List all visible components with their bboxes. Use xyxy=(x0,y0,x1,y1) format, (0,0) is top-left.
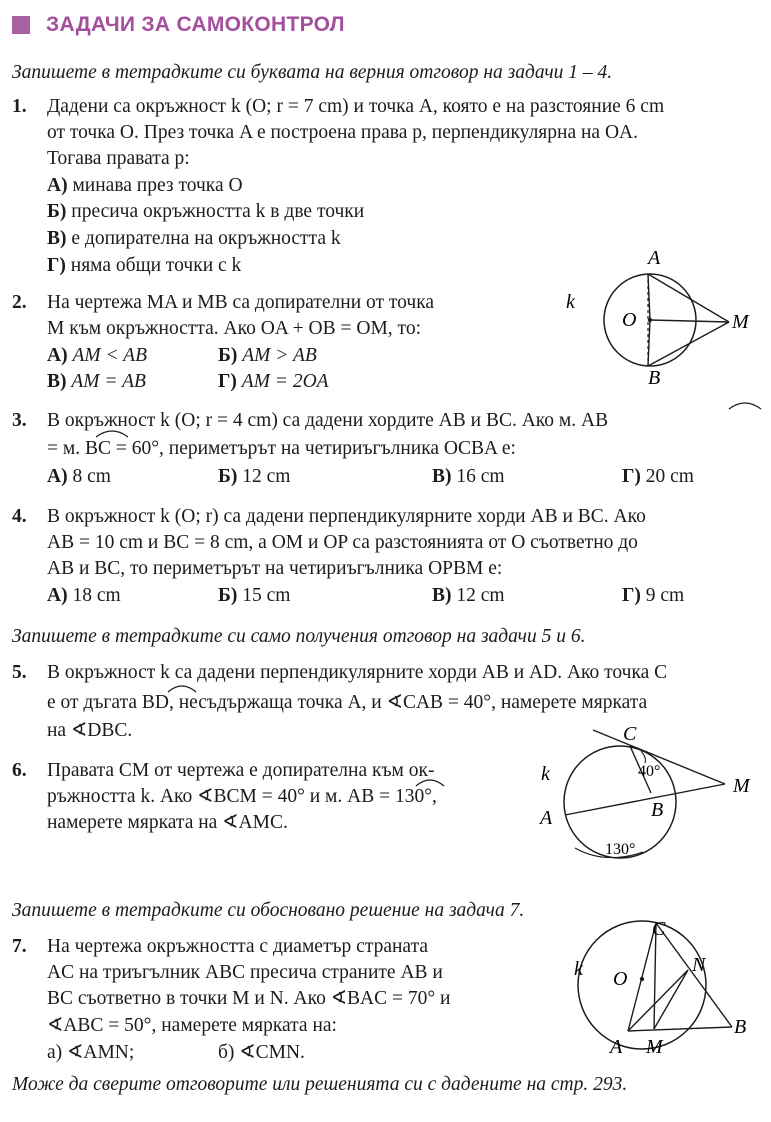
problem-2-option-d: Г) AM = 2OA xyxy=(218,371,329,392)
fig6-label-arc: 130° xyxy=(605,841,636,858)
instruction-2: Запишете в тетрадките си само получения отговор на задачи 5 и 6. xyxy=(12,626,586,647)
problem-3-option-c: В) 16 cm xyxy=(432,466,505,487)
fig2-label-o: O xyxy=(622,309,637,331)
arc-mark-bd-icon xyxy=(166,682,198,694)
fig7-label-k: k xyxy=(574,958,583,980)
fig6-label-angle: 40° xyxy=(638,763,661,780)
problem-3-option-b: Б) 12 cm xyxy=(218,466,291,487)
problem-3-option-a: А) 8 cm xyxy=(47,466,111,487)
problem-1-option-c: В) е допирателна на окръжността k xyxy=(47,228,341,249)
problem-1-line-2: от точка O. През точка A е построена права p, перпендикулярна на OA. xyxy=(47,122,638,143)
fig6-label-m: M xyxy=(733,775,750,797)
problem-1-option-a: А) минава през точка O xyxy=(47,175,243,196)
problem-5-line-3: на ∢DBC. xyxy=(47,720,133,741)
problem-7-part-a: а) ∢AMN; xyxy=(47,1042,135,1063)
arc-mark-ab-6-icon xyxy=(414,776,446,788)
fig2-label-k: k xyxy=(566,291,575,313)
fig2-label-m: M xyxy=(732,311,749,333)
footer-note: Може да сверите отговорите или решенията си с дадените на стр. 293. xyxy=(12,1074,628,1095)
instruction-3: Запишете в тетрадките си обосновано решение на задача 7. xyxy=(12,900,525,921)
figure-problem-7 xyxy=(568,915,768,1065)
problem-4-line-2: AB = 10 cm и BC = 8 cm, а OM и OP са разстоянията от O съответно до xyxy=(47,532,638,553)
fig7-label-c: C xyxy=(652,918,666,940)
instruction-1: Запишете в тетрадките си буквата на верния отговор на задачи 1 – 4. xyxy=(12,62,613,83)
problem-4-line-1: В окръжност k (O; r) са дадени перпендикулярните хорди AB и BC. Ако xyxy=(47,506,646,527)
fig6-label-c: C xyxy=(623,723,637,745)
fig7-label-n: N xyxy=(692,954,706,976)
problem-1-line-3: Тогава правата p: xyxy=(47,148,190,169)
header-square-icon xyxy=(12,16,30,34)
problem-6-line-3: намерете мярката на ∢AMC. xyxy=(47,812,288,833)
problem-2-option-c: В) AM = AB xyxy=(47,371,146,392)
problem-6-number: 6. xyxy=(12,760,27,781)
arc-mark-ab-icon xyxy=(727,399,763,411)
problem-1-option-b: Б) пресича окръжността k в две точки xyxy=(47,201,365,222)
problem-4-number: 4. xyxy=(12,506,27,527)
problem-6-line-2: ръжността k. Ако ∢BCM = 40° и м. AB = 130°, xyxy=(47,786,437,807)
problem-2-line-1: На чертежа MA и MB са допирателни от точка xyxy=(47,292,435,313)
figure-problem-2 xyxy=(560,242,770,392)
fig6-label-b: B xyxy=(651,799,664,821)
page-title: ЗАДАЧИ ЗА САМОКОНТРОЛ xyxy=(46,13,345,36)
problem-1-number: 1. xyxy=(12,96,27,117)
problem-2-line-2: M към окръжността. Ако OA + OB = OM, то: xyxy=(47,318,421,339)
arc-mark-bc-icon xyxy=(94,427,130,439)
problem-1-option-d: Г) няма общи точки с k xyxy=(47,255,242,276)
problem-7-line-1: На чертежа окръжността с диаметър страната xyxy=(47,936,429,957)
problem-4-option-a: А) 18 cm xyxy=(47,585,121,606)
problem-6-line-1: Правата CM от чертежа е допирателна към ок- xyxy=(47,760,435,781)
problem-4-option-d: Г) 9 cm xyxy=(622,585,685,606)
problem-2-option-b: Б) AM > AB xyxy=(218,345,317,366)
problem-7-line-2: AC на триъгълник ABC пресича страните AB и xyxy=(47,962,443,983)
problem-5-line-1: В окръжност k са дадени перпендикулярните хорди AB и AD. Ако точка C xyxy=(47,662,668,683)
fig6-label-k: k xyxy=(541,763,550,785)
fig2-label-b: B xyxy=(648,367,661,389)
fig7-label-m: M xyxy=(646,1036,663,1058)
problem-7-part-b: б) ∢CMN. xyxy=(218,1042,305,1063)
problem-7-line-4: ∢ABC = 50°, намерете мярката на: xyxy=(47,1015,337,1036)
problem-3-line-1: В окръжност k (O; r = 4 cm) са дадени хордите AB и BC. Ако м. AB xyxy=(47,410,609,431)
figure-problem-6 xyxy=(535,720,767,870)
problem-2-number: 2. xyxy=(12,292,27,313)
problem-4-line-3: AB и BC, то периметърът на четириъгълника OPBM е: xyxy=(47,558,503,579)
fig7-label-b: B xyxy=(734,1016,747,1038)
fig6-label-a: A xyxy=(540,807,553,829)
problem-3-number: 3. xyxy=(12,410,27,431)
fig7-label-o: O xyxy=(613,968,628,990)
problem-4-option-b: Б) 15 cm xyxy=(218,585,291,606)
problem-2-option-a: А) AM < AB xyxy=(47,345,147,366)
problem-4-option-c: В) 12 cm xyxy=(432,585,505,606)
problem-7-number: 7. xyxy=(12,936,27,957)
problem-7-line-3: BC съответно в точки M и N. Ако ∢BAC = 70° и xyxy=(47,988,451,1009)
fig2-label-a: A xyxy=(648,247,661,269)
problem-5-number: 5. xyxy=(12,662,27,683)
fig7-label-a: A xyxy=(610,1036,623,1058)
problem-3-option-d: Г) 20 cm xyxy=(622,466,694,487)
problem-5-line-2: е от дъгата BD, несъдържаща точка A, и ∢CAB = 40°, намерете мярката xyxy=(47,692,648,713)
problem-3-line-2: = м. BC = 60°, периметърът на четириъгълника OCBA е: xyxy=(47,438,516,459)
problem-1-line-1-text: Дадени са окръжност k (O; r = 7 cm) и точка A, която е на разстояние 6 cm xyxy=(47,94,757,119)
